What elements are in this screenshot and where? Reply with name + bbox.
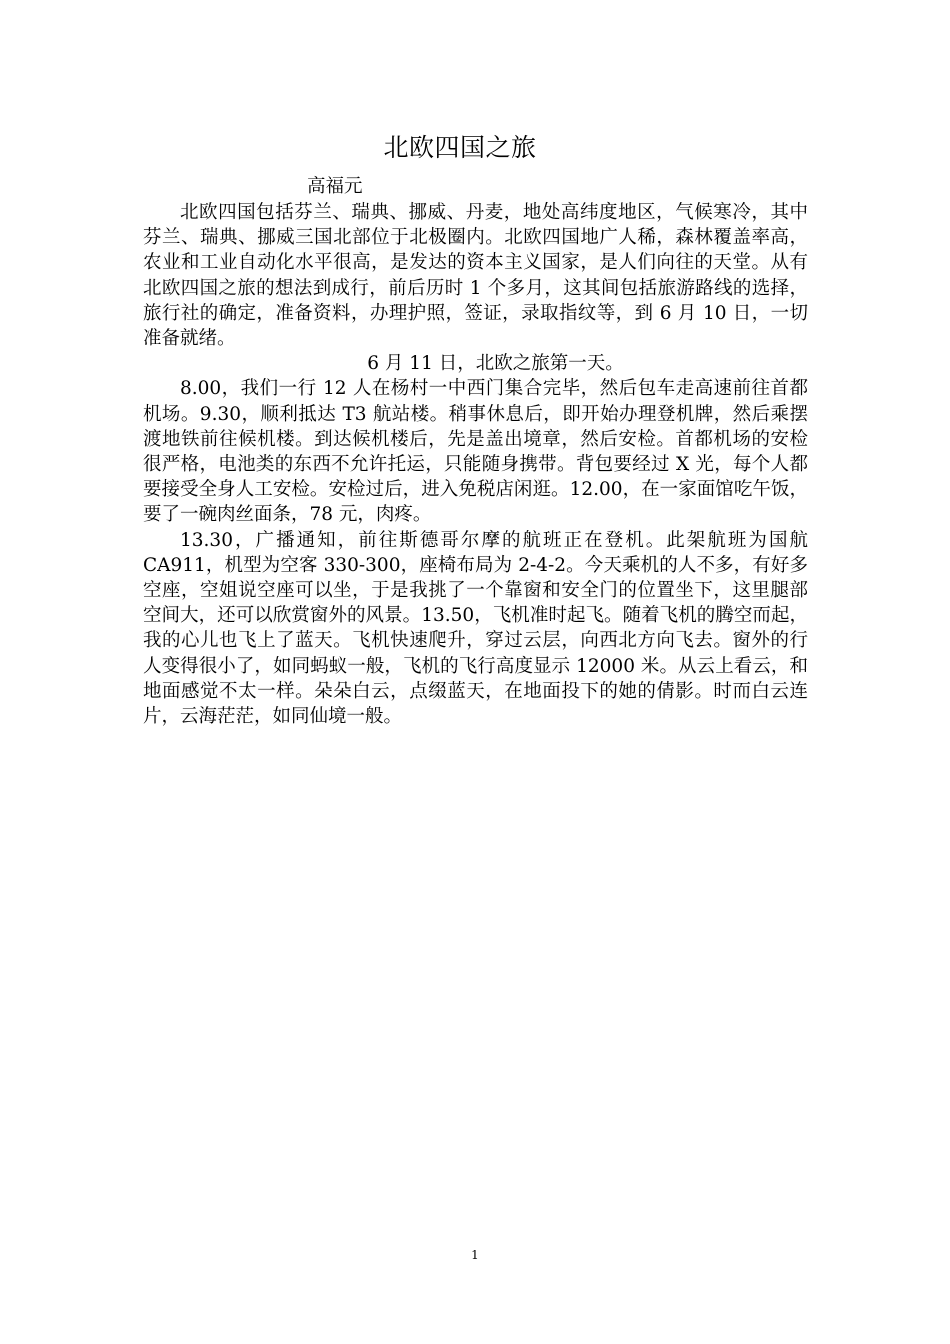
day-heading: 6 月 11 日，北欧之旅第一天。 [367, 353, 624, 375]
page-number: 1 [471, 1248, 479, 1262]
paragraph-morning: 8.00，我们一行 12 人在杨村一中西门集合完毕，然后包车走高速前往首都机场。9.30，顺利抵达 T3 航站楼。稍事休息后，即开始办理登机牌，然后乘摆渡地铁前往候机楼。到达候机楼后，先是盖出境章，然后安检。首都机场的安检很严格，电池类的东西不允许托运，只能随身携带。背包要经过 X 光，每个人都要接受全身人工安检。安检过后，进入免税店闲逛。12.00，在一家面馆吃午饭，要了一碗肉丝面条，78 元，肉疼。 [143, 378, 808, 526]
document-title: 北欧四国之旅 [383, 133, 537, 162]
document-body [143, 200, 808, 729]
paragraph-flight: 13.30，广播通知，前往斯德哥尔摩的航班正在登机。此架航班为国航 CA911，机型为空客 330-300，座椅布局为 2-4-2。今天乘机的人不多，有好多空座，空姐说空座可以坐，于是我挑了一个靠窗和安全门的位置坐下，这里腿部空间大，还可以欣赏窗外的风景。13.50，飞机准时起飞。随着飞机的腾空而起，我的心儿也飞上了蓝天。飞机快速爬升，穿过云层，向西北方向飞去。窗外的行人变得很小了，如同蚂蚁一般，飞机的飞行高度显示 12000 米。从云上看云，和地面感觉不太一样。朵朵白云，点缀蓝天，在地面投下的她的倩影。时而白云连片，云海茫茫，如同仙境一般。 [143, 529, 808, 728]
author-name: 高福元 [307, 176, 363, 197]
paragraph-intro: 北欧四国包括芬兰、瑞典、挪威、丹麦，地处高纬度地区，气候寒冷，其中芬兰、瑞典、挪威三国北部位于北极圈内。北欧四国地广人稀，森林覆盖率高，农业和工业自动化水平很高，是发达的资本主义国家，是人们向往的天堂。从有北欧四国之旅的想法到成行，前后历时 1 个多月，这其间包括旅游路线的选择，旅行社的确定，准备资料，办理护照，签证，录取指纹等，到 6 月 10 日，一切准备就绪。 [143, 202, 808, 350]
